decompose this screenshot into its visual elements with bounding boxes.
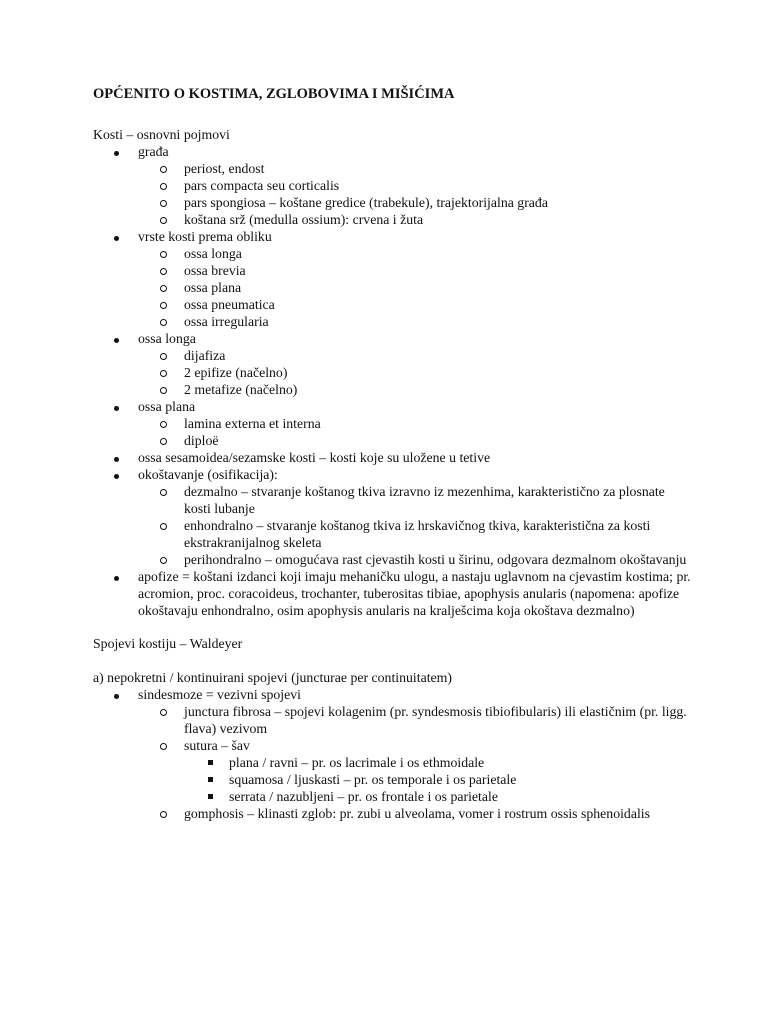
list-item [93,686,693,822]
sub-sub-list-item: squamosa / ljuskasti – pr. os temporale i os parietale [93,771,693,788]
square-bullet-icon [208,794,213,799]
sub-list-item: lamina externa et interna [93,415,693,432]
bullet-icon [114,236,119,241]
sub-list-item: ossa plana [93,279,693,296]
sub-list-item: diploë [93,432,693,449]
joints-list [93,686,693,822]
circle-bullet-icon [160,251,167,258]
bullet-icon [114,338,119,343]
list-item-text: ossa sesamoidea/sezamske kosti – kosti koje su uložene u tetive [138,450,491,465]
bullet-icon [114,474,119,479]
bullet-icon [114,406,119,411]
circle-bullet-icon [160,811,167,818]
circle-bullet-icon [160,523,167,530]
sub-list-item: dezmalno – stvaranje koštanog tkiva izravno iz mezenhima, karakteristično za plosnate kosti lubanje [93,483,693,517]
sub-list-item: sutura – šav plana / ravni – pr. os lacrimale i os ethmoidale squamosa / ljuskasti – pr. os temporale i os parietale serrata / nazubljeni – pr. os frontale i os parietale [93,737,693,805]
list-item-text: apofize = koštani izdanci koji imaju mehaničku ulogu, a nastaju uglavnom na cjevastim kostima; pr. acromion, proc. coracoideus, trochanter, tuberositas tibiae, apophysis anularis (napomena: apofize okoštavaju enhondralno, osim apophysis anularis na kralješcima koja okoštava dezmalno) [138,569,691,618]
sub-list-item: ossa brevia [93,262,693,279]
page-title: OPĆENITO O KOSTIMA, ZGLOBOVIMA I MIŠIĆIMA [93,86,455,102]
circle-bullet-icon [160,743,167,750]
list-item-text: ossa plana [138,399,196,414]
sub-sub-list-item: serrata / nazubljeni – pr. os frontale i os parietale [93,788,693,805]
circle-bullet-icon [160,302,167,309]
circle-bullet-icon [160,200,167,207]
bullet-icon [114,457,119,462]
sub-list-item: junctura fibrosa – spojevi kolagenim (pr. syndesmosis tibiofibularis) ili elastičnim (pr. ligg. flava) vezivom [93,703,693,737]
list-item-text: okoštavanje (osifikacija): [138,467,278,482]
bones-list [93,143,693,619]
circle-bullet-icon [160,438,167,445]
sub-list-item: ossa longa [93,245,693,262]
sub-list-item: pars compacta seu corticalis [93,177,693,194]
list-item-text: građa [138,144,169,159]
sub-list-item: 2 epifize (načelno) [93,364,693,381]
circle-bullet-icon [160,709,167,716]
sub-list-item: dijafiza [93,347,693,364]
circle-bullet-icon [160,268,167,275]
bullet-icon [114,694,119,699]
list-item [93,568,693,619]
square-bullet-icon [208,777,213,782]
sub-list-item: pars spongiosa – koštane gredice (trabekule), trajektorijalna građa [93,194,693,211]
sub-list-item: gomphosis – klinasti zglob: pr. zubi u alveolama, vomer i rostrum ossis sphenoidalis [93,805,693,822]
subsection-heading: a) nepokretni / kontinuirani spojevi (juncturae per continuitatem) [93,670,452,685]
sub-sub-list-item: plana / ravni – pr. os lacrimale i os ethmoidale [93,754,693,771]
sub-list-item: 2 metafize (načelno) [93,381,693,398]
bullet-icon [114,576,119,581]
list-item-text: sindesmoze = vezivni spojevi [138,687,301,702]
list-item [93,449,693,466]
sub-list-item: periost, endost [93,160,693,177]
section-heading-bones: Kosti – osnovni pojmovi [93,127,230,142]
list-item-text: ossa longa [138,331,196,346]
document-page [93,84,693,822]
square-bullet-icon [208,760,213,765]
circle-bullet-icon [160,353,167,360]
circle-bullet-icon [160,370,167,377]
circle-bullet-icon [160,319,167,326]
sub-list-item: perihondralno – omogućava rast cjevastih kosti u širinu, odgovara dezmalnom okoštavanju [93,551,693,568]
list-item-text: vrste kosti prema obliku [138,229,272,244]
circle-bullet-icon [160,489,167,496]
bullet-icon [114,151,119,156]
section-heading-joints: Spojevi kostiju – Waldeyer [93,636,243,651]
list-item [93,398,693,449]
circle-bullet-icon [160,285,167,292]
list-item [93,466,693,568]
sub-list-item: koštana srž (medulla ossium): crvena i žuta [93,211,693,228]
circle-bullet-icon [160,166,167,173]
sub-list-item: ossa irregularia [93,313,693,330]
list-item [93,330,693,398]
circle-bullet-icon [160,557,167,564]
list-item [93,143,693,228]
circle-bullet-icon [160,387,167,394]
list-item [93,228,693,330]
circle-bullet-icon [160,183,167,190]
sub-list-item: enhondralno – stvaranje koštanog tkiva iz hrskavičnog tkiva, karakteristična za kosti ekstrakranijalnog skeleta [93,517,693,551]
circle-bullet-icon [160,217,167,224]
circle-bullet-icon [160,421,167,428]
sub-list-item: ossa pneumatica [93,296,693,313]
